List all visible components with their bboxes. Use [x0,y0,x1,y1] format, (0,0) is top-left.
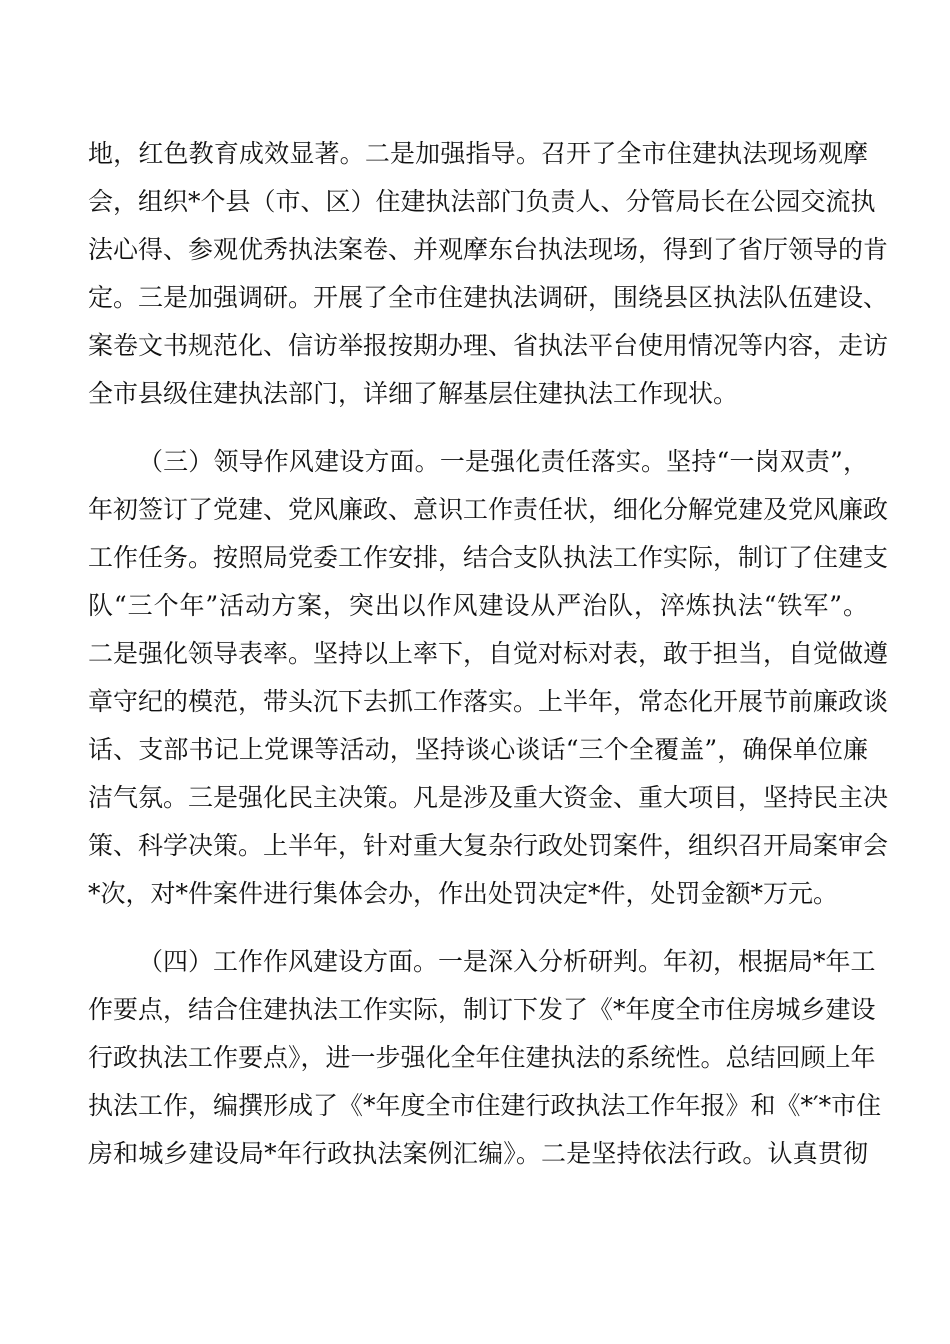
text-line: 行政执法工作要点》，进一步强化全年住建执法的系统性。总结回顾上年 [88,1043,876,1072]
text-line: （四）工作作风建设方面。一是深入分析研判。年初，根据局*年工 [138,947,876,976]
paragraph-3 [88,938,882,1178]
text-line: 法心得、参观优秀执法案卷、并观摩东台执法现场，得到了省厅领导的肯 [88,235,889,264]
text-line: 会，组织*个县（市、区）住建执法部门负责人、分管局长在公园交流执 [88,187,876,216]
text-line: 作要点，结合住建执法工作实际，制订下发了《*年度全市住房城乡建设 [88,995,876,1024]
text-line: 年初签订了党建、党风廉政、意识工作责任状，细化分解党建及党风廉政 [88,495,889,524]
text-line: 队“三个年”活动方案，突出以作风建设从严治队，淬炼执法“铁军”。 [88,591,868,620]
text-line: 话、支部书记上党课等活动，坚持谈心谈话“三个全覆盖”，确保单位廉 [88,735,868,764]
text-line: 工作任务。按照局党委工作安排，结合支队执法工作实际，制订了住建支 [88,543,889,572]
text-line: 定。三是加强调研。开展了全市住建执法调研，围绕县区执法队伍建设、 [88,283,889,312]
text-line: *次，对*件案件进行集体会办，作出处罚决定*件，处罚金额*万元。 [88,879,839,908]
paragraph-spacer [88,918,868,938]
text-line: 洁气氛。三是强化民主决策。凡是涉及重大资金、重大项目，坚持民主决 [88,783,889,812]
document-body [88,130,889,1178]
text-line: 房和城乡建设局*年行政执法案例汇编》。二是坚持依法行政。认真贯彻 [88,1139,868,1168]
text-line: 地，红色教育成效显著。二是加强指导。召开了全市住建执法现场观摩 [88,139,868,168]
paragraph-2 [88,438,889,918]
text-line: 二是强化领导表率。坚持以上率下，自觉对标对表，敢于担当，自觉做遵 [88,639,889,668]
text-line: 策、科学决策。上半年，针对重大复杂行政处罚案件，组织召开局案审会 [88,831,889,860]
text-line: 案卷文书规范化、信访举报按期办理、省执法平台使用情况等内容，走访 [88,331,889,360]
text-line: 执法工作，编撰形成了《*年度全市住建行政执法工作年报》和《*′*市住 [88,1091,882,1120]
text-line: 章守纪的模范，带头沉下去抓工作落实。上半年，常态化开展节前廉政谈 [88,687,889,716]
text-line: （三）领导作风建设方面。一是强化责任落实。坚持“一岗双责”， [138,447,868,476]
paragraph-1 [88,130,889,418]
text-line: 全市县级住建执法部门，详细了解基层住建执法工作现状。 [88,379,739,408]
paragraph-spacer [88,418,868,438]
